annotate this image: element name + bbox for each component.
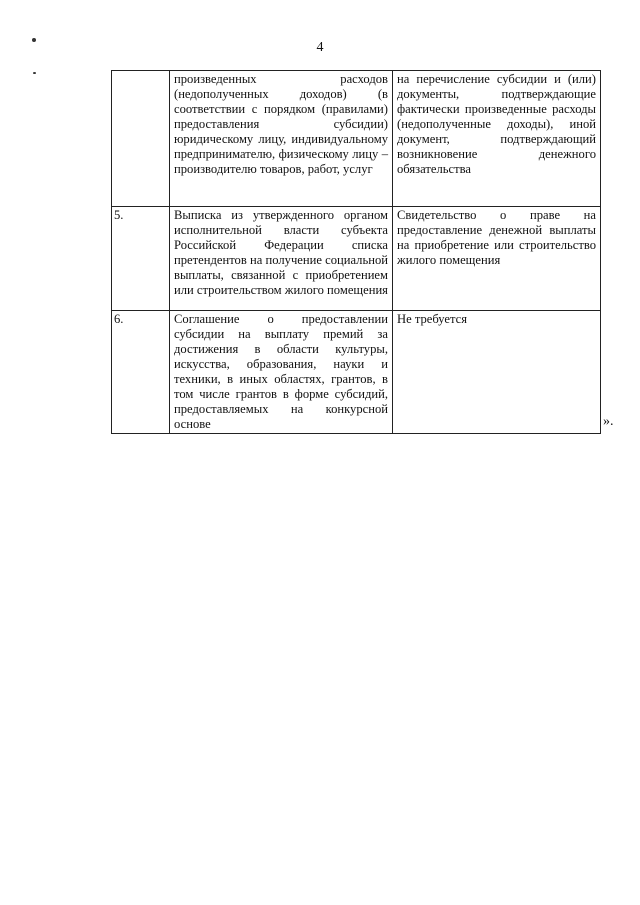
table-row [112,71,601,207]
document-cell: Соглашение о предоставлении субсидии на выплату премий за достижения в области культуры, искусства, образования, науки и техники, в иных областях, грантов, в том числе грантов в форме субсидий, предоставляемых на конкурсной основе [170,311,393,434]
basis-cell: Свидетельство о праве на предоставление денежной выплаты на приобретение или строительство жилого помещения [393,207,601,311]
basis-cell: Не требуется [393,311,601,434]
table-row [112,207,601,311]
row-number: 6. [112,311,170,434]
row-number: 5. [112,207,170,311]
table-row [112,311,601,434]
closing-quote: ». [603,414,614,429]
scan-speck [33,72,36,74]
document-cell: произведенных расходов (недополученных доходов) (в соответствии с порядком (правилами) предоставления субсидии) юридическому лицу, индивидуальному предпринимателю, физическому лицу – производителю товаров, работ, услуг [170,71,393,207]
document-cell: Выписка из утвержденного органом исполнительной власти субъекта Российской Федерации списка претендентов на получение социальной выплаты, связанной с приобретением или строительством жилого помещения [170,207,393,311]
page-number: 4 [316,40,324,55]
documents-table [111,70,601,434]
row-number [112,71,170,207]
basis-cell: на перечисление субсидии и (или) документы, подтверждающие фактически произведенные расходы (недополученные доходы), иной документ, подтверждающий возникновение денежного обязательства [393,71,601,207]
